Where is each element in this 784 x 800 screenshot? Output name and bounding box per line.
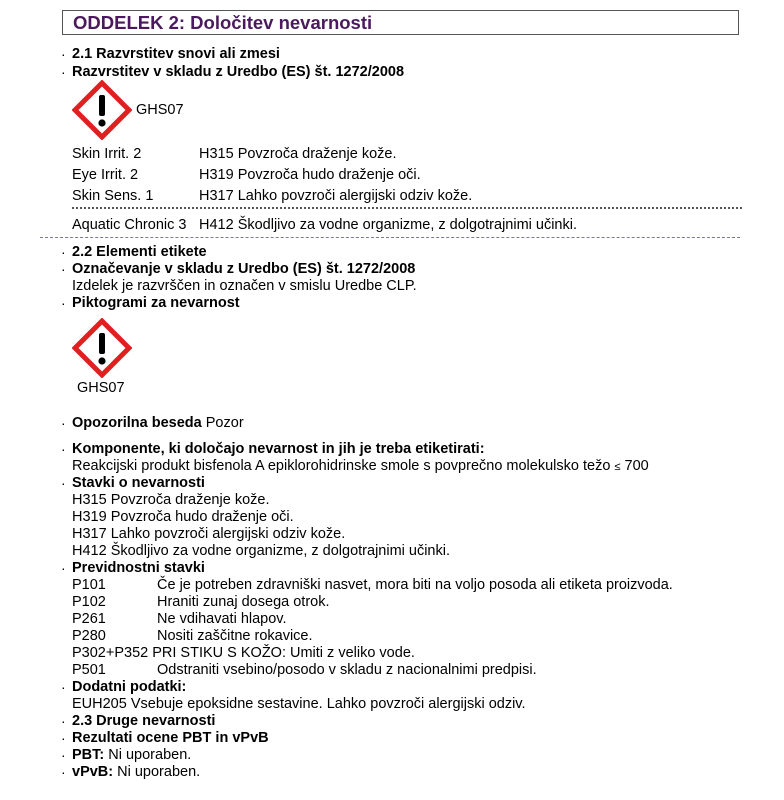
bullet: · bbox=[61, 713, 66, 729]
hazard-statement: H315 Povzroča draženje kože. bbox=[72, 492, 270, 508]
labelling-regulation: Označevanje v skladu z Uredbo (ES) št. 1272/2008 bbox=[72, 261, 416, 277]
p-code: P302+P352 bbox=[72, 645, 149, 661]
ghs07-exclamation-icon bbox=[72, 318, 132, 382]
section-header bbox=[62, 10, 739, 35]
class-description: H317 Lahko povzroči alergijski odziv kože. bbox=[199, 188, 473, 204]
dotted-divider bbox=[72, 207, 742, 209]
class-code: Skin Irrit. 2 bbox=[72, 146, 142, 162]
bullet: · bbox=[61, 441, 66, 457]
class-code: Eye Irrit. 2 bbox=[72, 167, 139, 183]
hazard-statements-heading: Stavki o nevarnosti bbox=[72, 475, 205, 491]
components-heading: Komponente, ki določajo nevarnost in jih je treba etiketirati: bbox=[72, 441, 485, 457]
class-description: H412 Škodljivo za vodne organizme, z dolgotrajnimi učinki. bbox=[199, 217, 577, 233]
bullet: · bbox=[61, 764, 66, 780]
additional-info-text: EUH205 Vsebuje epoksidne sestavine. Lahko povzroči alergijski odziv. bbox=[72, 696, 526, 712]
bullet: · bbox=[61, 64, 66, 80]
vpvb-label: vPvB: bbox=[72, 764, 114, 780]
bullet: · bbox=[61, 295, 66, 311]
bullet: · bbox=[61, 679, 66, 695]
p-code: P280 bbox=[72, 628, 106, 644]
heading-2-2: 2.2 Elementi etikete bbox=[72, 244, 207, 260]
bullet: · bbox=[61, 261, 66, 277]
ghs07-exclamation-icon bbox=[72, 80, 132, 144]
signal-word-row bbox=[72, 415, 244, 432]
class-code: Skin Sens. 1 bbox=[72, 188, 154, 204]
heading-2-3: 2.3 Druge nevarnosti bbox=[72, 713, 216, 729]
components-text-row bbox=[72, 458, 649, 476]
section-title: ODDELEK 2: Določitev nevarnosti bbox=[73, 12, 373, 33]
pbt-value: Ni uporaben. bbox=[108, 747, 192, 763]
bullet: · bbox=[61, 46, 66, 62]
bullet: · bbox=[61, 560, 66, 576]
dashed-divider bbox=[40, 237, 740, 238]
classification-regulation: Razvrstitev v skladu z Uredbo (ES) št. 1272/2008 bbox=[72, 64, 405, 80]
p-statement-row bbox=[72, 645, 415, 662]
p-code: P101 bbox=[72, 577, 106, 593]
bullet: · bbox=[61, 475, 66, 491]
p-text: Ne vdihavati hlapov. bbox=[157, 611, 287, 627]
bullet: · bbox=[61, 747, 66, 763]
pbt-assessment-heading: Rezultati ocene PBT in vPvB bbox=[72, 730, 269, 746]
labelling-text: Izdelek je razvrščen in označen v smislu Uredbe CLP. bbox=[72, 278, 417, 294]
vpvb-row bbox=[72, 764, 200, 781]
class-description: H315 Povzroča draženje kože. bbox=[199, 146, 397, 162]
precautionary-statements-heading: Previdnostni stavki bbox=[72, 560, 205, 576]
vpvb-value: Ni uporaben. bbox=[117, 764, 201, 780]
pictogram-label: GHS07 bbox=[136, 102, 184, 118]
hazard-statement: H319 Povzroča hudo draženje oči. bbox=[72, 509, 294, 525]
p-text: Hraniti zunaj dosega otrok. bbox=[157, 594, 330, 610]
signal-word: Pozor bbox=[205, 415, 244, 431]
p-text: Če je potreben zdravniški nasvet, mora biti na voljo posoda ali etiketa proizvoda. bbox=[157, 577, 673, 593]
p-text: Nositi zaščitne rokavice. bbox=[157, 628, 313, 644]
additional-info-heading: Dodatni podatki: bbox=[72, 679, 187, 695]
pictograms-heading: Piktogrami za nevarnost bbox=[72, 295, 240, 311]
heading-2-1: 2.1 Razvrstitev snovi ali zmesi bbox=[72, 46, 280, 62]
components-text: Reakcijski produkt bisfenola A epiklorohidrinske smole s povprečno molekulsko težo bbox=[72, 458, 611, 474]
signal-word-label: Opozorilna beseda bbox=[72, 415, 202, 431]
components-value: 700 bbox=[624, 458, 649, 474]
p-code: P501 bbox=[72, 662, 106, 678]
less-equal-sign: ≤ bbox=[614, 461, 621, 473]
hazard-statement: H317 Lahko povzroči alergijski odziv kože. bbox=[72, 526, 346, 542]
class-description: H319 Povzroča hudo draženje oči. bbox=[199, 167, 421, 183]
class-code: Aquatic Chronic 3 bbox=[72, 217, 187, 233]
pbt-row bbox=[72, 747, 191, 764]
bullet: · bbox=[61, 730, 66, 746]
pbt-label: PBT: bbox=[72, 747, 105, 763]
p-text: PRI STIKU S KOŽO: Umiti z veliko vode. bbox=[152, 645, 415, 661]
bullet: · bbox=[61, 415, 66, 431]
pictogram-label: GHS07 bbox=[77, 380, 125, 396]
bullet: · bbox=[61, 244, 66, 260]
p-code: P102 bbox=[72, 594, 106, 610]
hazard-statement: H412 Škodljivo za vodne organizme, z dolgotrajnimi učinki. bbox=[72, 543, 450, 559]
p-code: P261 bbox=[72, 611, 106, 627]
p-text: Odstraniti vsebino/posodo v skladu z nacionalnimi predpisi. bbox=[157, 662, 537, 678]
